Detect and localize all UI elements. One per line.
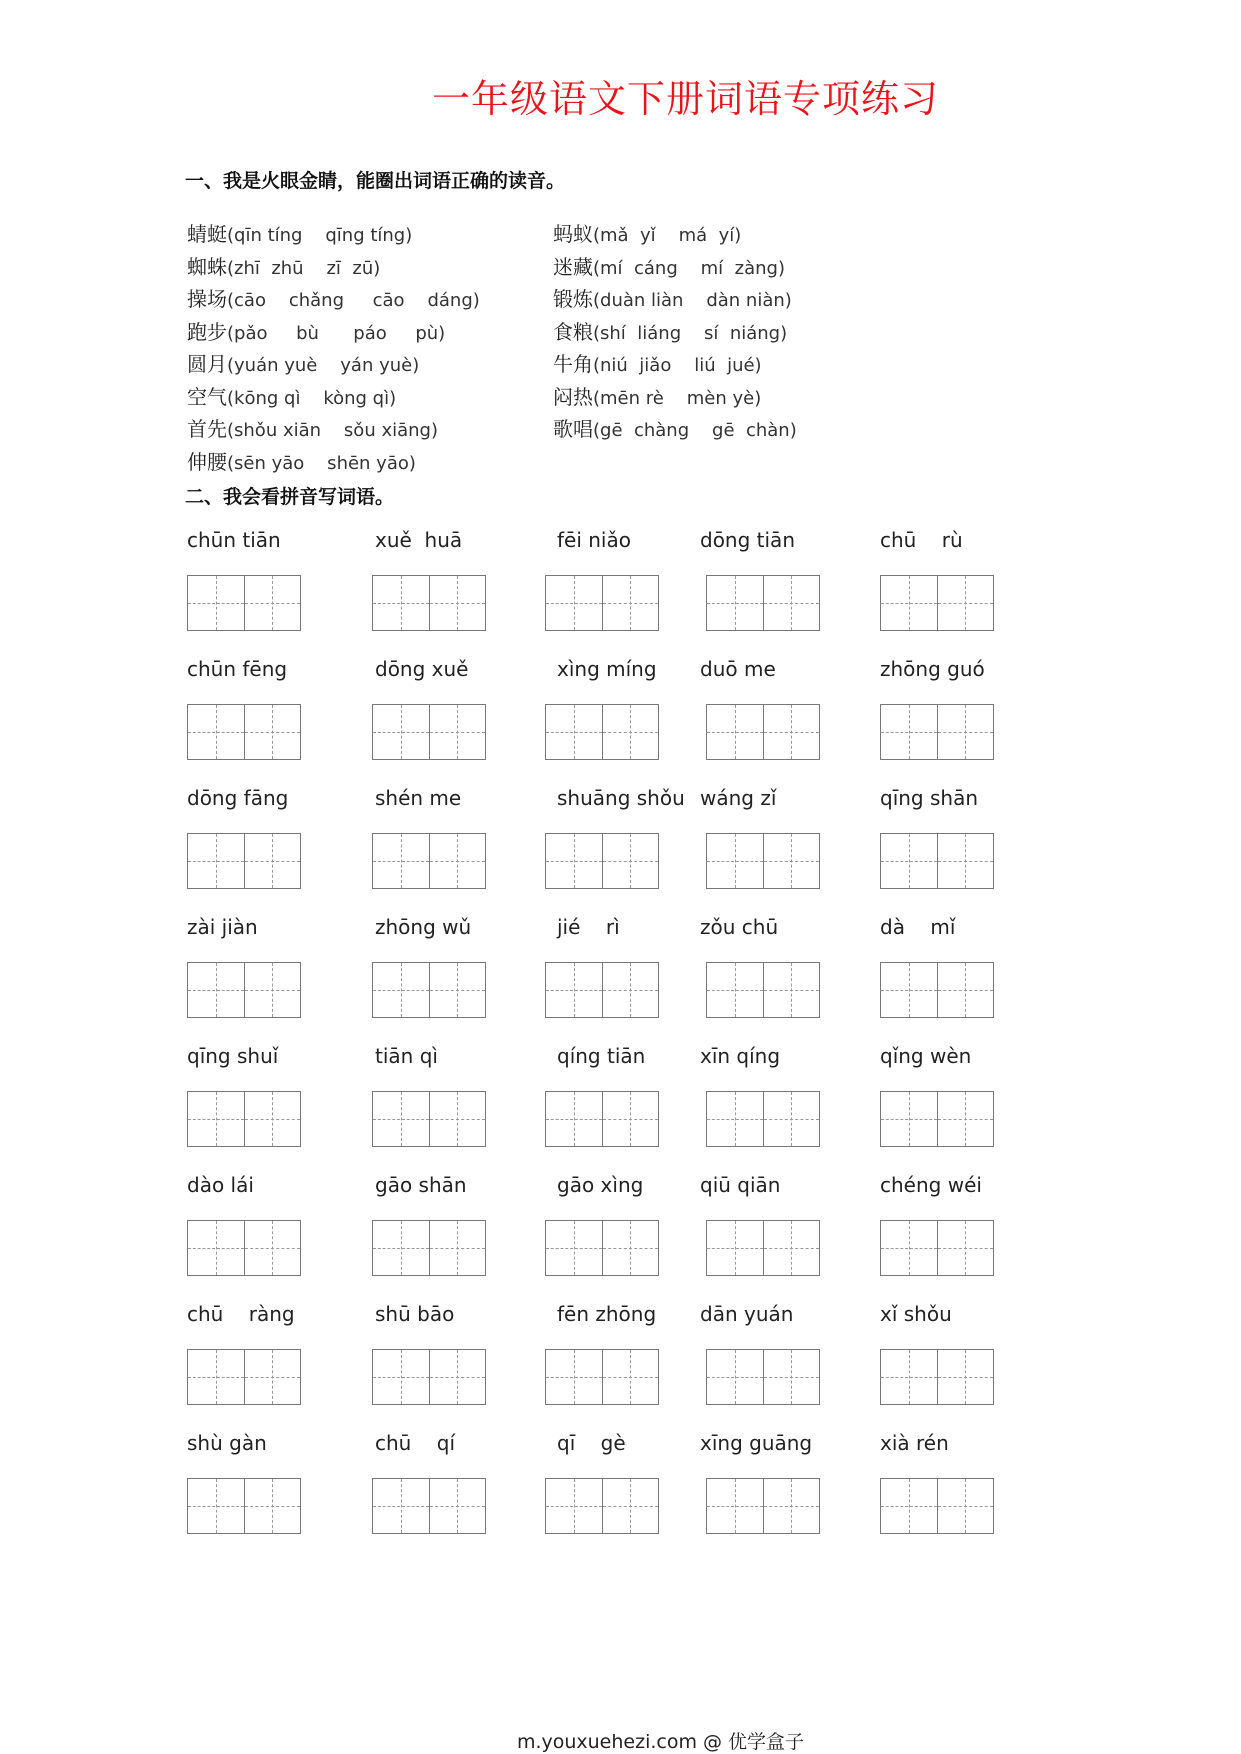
pinyin-prompt: chū ràng	[187, 1302, 295, 1326]
tian-zi-cell[interactable]	[881, 963, 937, 1017]
section-1-heading: 一、我是火眼金睛，能圈出词语正确的读音。	[185, 170, 566, 192]
section-2-heading: 二、我会看拼音写词语。	[185, 486, 395, 508]
tian-zi-cell[interactable]	[373, 834, 429, 888]
tian-zi-cell[interactable]	[881, 576, 937, 630]
tian-zi-cell[interactable]	[881, 1479, 937, 1533]
writing-grid[interactable]	[372, 833, 486, 889]
writing-grid[interactable]	[880, 962, 994, 1018]
tian-zi-cell[interactable]	[244, 963, 301, 1017]
writing-grid[interactable]	[706, 833, 820, 889]
writing-grid[interactable]	[187, 962, 301, 1018]
pinyin-prompt: dōng tiān	[700, 528, 795, 552]
writing-grid[interactable]	[880, 704, 994, 760]
tian-zi-cell[interactable]	[763, 1479, 820, 1533]
pinyin-prompt: xià rén	[880, 1431, 949, 1455]
pinyin-options[interactable]: (yuán yuè yán yuè)	[227, 355, 420, 376]
pinyin-prompt: dà mǐ	[880, 915, 956, 939]
tian-zi-cell[interactable]	[881, 1221, 937, 1275]
writing-grid[interactable]	[187, 704, 301, 760]
tian-zi-cell[interactable]	[188, 1092, 244, 1146]
tian-zi-cell[interactable]	[937, 576, 994, 630]
writing-grid[interactable]	[706, 1091, 820, 1147]
word-choice-item	[187, 446, 416, 475]
tian-zi-cell[interactable]	[188, 1479, 244, 1533]
tian-zi-cell[interactable]	[373, 1350, 429, 1404]
writing-grid[interactable]	[372, 1478, 486, 1534]
word-characters: 蚂蚁	[553, 222, 593, 246]
tian-zi-cell[interactable]	[763, 963, 820, 1017]
pinyin-prompt: fēn zhōng	[557, 1302, 657, 1326]
tian-zi-cell[interactable]	[373, 1221, 429, 1275]
writing-grid[interactable]	[545, 1091, 659, 1147]
word-choice-item	[553, 348, 762, 377]
writing-grid[interactable]	[372, 704, 486, 760]
tian-zi-cell[interactable]	[429, 1221, 486, 1275]
writing-grid[interactable]	[372, 1220, 486, 1276]
pinyin-prompt: dōng xuě	[375, 657, 469, 681]
writing-grid[interactable]	[545, 1349, 659, 1405]
tian-zi-cell[interactable]	[188, 1350, 244, 1404]
word-characters: 空气	[187, 384, 227, 409]
pinyin-options[interactable]: (mǎ yǐ má yí)	[593, 225, 742, 246]
tian-zi-cell[interactable]	[429, 963, 486, 1017]
word-characters: 歌唱	[553, 417, 593, 441]
pinyin-prompt: shén me	[375, 786, 462, 810]
pinyin-prompt: xǐ shǒu	[880, 1302, 952, 1326]
pinyin-options[interactable]: (sēn yāo shēn yāo)	[227, 452, 416, 474]
word-choice-item	[187, 251, 380, 280]
tian-zi-cell[interactable]	[707, 1221, 763, 1275]
tian-zi-cell[interactable]	[429, 1092, 486, 1146]
tian-zi-cell[interactable]	[707, 705, 763, 759]
word-characters: 闷热	[553, 384, 593, 409]
writing-grid[interactable]	[880, 1349, 994, 1405]
tian-zi-cell[interactable]	[881, 1350, 937, 1404]
pinyin-prompt: tiān qì	[375, 1044, 438, 1068]
tian-zi-cell[interactable]	[429, 705, 486, 759]
pinyin-options[interactable]: (shǒu xiān sǒu xiāng)	[227, 420, 438, 441]
tian-zi-cell[interactable]	[244, 576, 301, 630]
word-choice-item	[187, 348, 419, 377]
word-choice-item	[553, 413, 797, 442]
tian-zi-cell[interactable]	[763, 1092, 820, 1146]
writing-grid[interactable]	[372, 1349, 486, 1405]
pinyin-prompt: dōng fāng	[187, 786, 289, 810]
pinyin-options[interactable]: (mí cáng mí zàng)	[593, 257, 785, 279]
writing-grid[interactable]	[372, 575, 486, 631]
writing-grid[interactable]	[372, 1091, 486, 1147]
word-choice-item	[187, 381, 396, 410]
pinyin-prompt: fēi niǎo	[557, 528, 631, 552]
tian-zi-cell[interactable]	[707, 576, 763, 630]
tian-zi-cell[interactable]	[188, 963, 244, 1017]
tian-zi-cell[interactable]	[763, 834, 820, 888]
tian-zi-cell[interactable]	[429, 576, 486, 630]
writing-grid[interactable]	[187, 575, 301, 631]
footer-watermark: m.youxuehezi.com @ 优学盒子	[516, 1731, 805, 1753]
tian-zi-cell[interactable]	[602, 1479, 659, 1533]
pinyin-prompt: qīng shān	[880, 786, 979, 810]
tian-zi-cell[interactable]	[244, 834, 301, 888]
writing-grid[interactable]	[187, 1349, 301, 1405]
word-characters: 蜘蛛	[187, 254, 227, 279]
word-characters: 牛角	[553, 352, 593, 376]
pinyin-options[interactable]: (kōng qì kòng qì)	[227, 387, 397, 409]
pinyin-options[interactable]: (duàn liàn dàn niàn)	[593, 290, 792, 311]
writing-grid[interactable]	[187, 833, 301, 889]
tian-zi-cell[interactable]	[244, 1479, 301, 1533]
pinyin-prompt: xìng míng	[557, 657, 657, 681]
tian-zi-cell[interactable]	[763, 1350, 820, 1404]
word-characters: 迷藏	[553, 254, 593, 279]
tian-zi-cell[interactable]	[707, 834, 763, 888]
tian-zi-cell[interactable]	[546, 963, 602, 1017]
word-choice-item	[187, 283, 480, 312]
tian-zi-cell[interactable]	[937, 705, 994, 759]
pinyin-prompt: zài jiàn	[187, 915, 258, 939]
tian-zi-cell[interactable]	[429, 1479, 486, 1533]
tian-zi-cell[interactable]	[373, 963, 429, 1017]
tian-zi-cell[interactable]	[546, 1092, 602, 1146]
tian-zi-cell[interactable]	[244, 705, 301, 759]
tian-zi-cell[interactable]	[546, 1479, 602, 1533]
tian-zi-cell[interactable]	[937, 963, 994, 1017]
pinyin-prompt: gāo xìng	[557, 1173, 644, 1197]
tian-zi-cell[interactable]	[188, 1221, 244, 1275]
writing-grid[interactable]	[706, 1220, 820, 1276]
pinyin-prompt: shū bāo	[375, 1302, 455, 1326]
pinyin-prompt: xuě huā	[375, 528, 463, 552]
tian-zi-cell[interactable]	[244, 1350, 301, 1404]
tian-zi-cell[interactable]	[602, 834, 659, 888]
tian-zi-cell[interactable]	[881, 834, 937, 888]
pinyin-prompt: chéng wéi	[880, 1173, 982, 1197]
word-choice-item	[553, 381, 761, 410]
tian-zi-cell[interactable]	[602, 1092, 659, 1146]
pinyin-prompt: shù gàn	[187, 1431, 267, 1455]
word-characters: 蜻蜓	[187, 222, 227, 246]
word-characters: 圆月	[187, 352, 227, 376]
tian-zi-cell[interactable]	[429, 1350, 486, 1404]
pinyin-prompt: qíng tiān	[557, 1044, 646, 1068]
writing-grid[interactable]	[706, 1478, 820, 1534]
tian-zi-cell[interactable]	[602, 705, 659, 759]
tian-zi-cell[interactable]	[763, 576, 820, 630]
pinyin-prompt: chū rù	[880, 528, 963, 552]
tian-zi-cell[interactable]	[373, 1092, 429, 1146]
tian-zi-cell[interactable]	[546, 834, 602, 888]
tian-zi-cell[interactable]	[707, 1092, 763, 1146]
tian-zi-cell[interactable]	[602, 1350, 659, 1404]
pinyin-prompt: chū qí	[375, 1431, 456, 1455]
pinyin-options[interactable]: (pǎo bù páo pù)	[227, 322, 446, 344]
pinyin-options[interactable]: (niú jiǎo liú jué)	[593, 355, 762, 376]
word-choice-item	[187, 218, 412, 247]
tian-zi-cell[interactable]	[707, 1479, 763, 1533]
tian-zi-cell[interactable]	[602, 576, 659, 630]
tian-zi-cell[interactable]	[602, 1221, 659, 1275]
word-characters: 伸腰	[187, 449, 227, 474]
pinyin-options[interactable]: (shí liáng sí niáng)	[593, 322, 788, 344]
tian-zi-cell[interactable]	[937, 1092, 994, 1146]
word-characters: 食粮	[553, 319, 593, 344]
writing-grid[interactable]	[545, 704, 659, 760]
writing-grid[interactable]	[545, 1220, 659, 1276]
tian-zi-cell[interactable]	[707, 963, 763, 1017]
writing-grid[interactable]	[187, 1478, 301, 1534]
tian-zi-cell[interactable]	[881, 705, 937, 759]
tian-zi-cell[interactable]	[937, 1479, 994, 1533]
word-choice-item	[553, 283, 792, 312]
pinyin-options[interactable]: (zhī zhū zī zū)	[227, 257, 381, 279]
tian-zi-cell[interactable]	[881, 1092, 937, 1146]
tian-zi-cell[interactable]	[244, 1092, 301, 1146]
page-title: 一年级语文下册词语专项练习	[431, 77, 939, 121]
tian-zi-cell[interactable]	[188, 576, 244, 630]
tian-zi-cell[interactable]	[244, 1221, 301, 1275]
writing-grid[interactable]	[545, 575, 659, 631]
writing-grid[interactable]	[545, 962, 659, 1018]
pinyin-prompt: zhōng wǔ	[375, 915, 472, 939]
word-choice-item	[553, 316, 787, 345]
pinyin-prompt: xīn qíng	[700, 1044, 781, 1068]
tian-zi-cell[interactable]	[373, 1479, 429, 1533]
tian-zi-cell[interactable]	[707, 1350, 763, 1404]
writing-grid[interactable]	[187, 1091, 301, 1147]
word-choice-item	[553, 218, 741, 247]
writing-grid[interactable]	[880, 575, 994, 631]
pinyin-prompt: wáng zǐ	[700, 786, 777, 810]
word-characters: 操场	[187, 287, 227, 311]
word-characters: 锻炼	[553, 287, 593, 311]
tian-zi-cell[interactable]	[602, 963, 659, 1017]
pinyin-options[interactable]: (cāo chǎng cāo dáng)	[227, 290, 480, 311]
tian-zi-cell[interactable]	[763, 1221, 820, 1275]
writing-grid[interactable]	[706, 1349, 820, 1405]
pinyin-prompt: jié rì	[557, 915, 620, 939]
word-characters: 首先	[187, 417, 227, 441]
pinyin-prompt: qī gè	[557, 1431, 626, 1455]
word-characters: 跑步	[187, 319, 227, 344]
tian-zi-cell[interactable]	[937, 834, 994, 888]
tian-zi-cell[interactable]	[373, 576, 429, 630]
pinyin-options[interactable]: (mēn rè mèn yè)	[593, 387, 762, 409]
pinyin-prompt: shuāng shǒu	[557, 786, 685, 810]
writing-grid[interactable]	[880, 1220, 994, 1276]
pinyin-prompt: chūn fēng	[187, 657, 288, 681]
writing-grid[interactable]	[706, 575, 820, 631]
word-choice-item	[553, 251, 785, 280]
pinyin-prompt: xīng guāng	[700, 1431, 813, 1455]
writing-grid[interactable]	[187, 1220, 301, 1276]
tian-zi-cell[interactable]	[429, 834, 486, 888]
pinyin-prompt: qǐng wèn	[880, 1044, 972, 1068]
tian-zi-cell[interactable]	[937, 1350, 994, 1404]
tian-zi-cell[interactable]	[188, 834, 244, 888]
tian-zi-cell[interactable]	[373, 705, 429, 759]
tian-zi-cell[interactable]	[937, 1221, 994, 1275]
pinyin-prompt: dào lái	[187, 1173, 254, 1197]
word-choice-item	[187, 316, 445, 345]
pinyin-prompt: qīng shuǐ	[187, 1044, 279, 1068]
writing-grid[interactable]	[880, 1091, 994, 1147]
writing-grid[interactable]	[880, 833, 994, 889]
pinyin-prompt: dān yuán	[700, 1302, 794, 1326]
writing-grid[interactable]	[706, 704, 820, 760]
pinyin-prompt: chūn tiān	[187, 528, 281, 552]
tian-zi-cell[interactable]	[188, 705, 244, 759]
word-choice-item	[187, 413, 438, 442]
writing-grid[interactable]	[372, 962, 486, 1018]
pinyin-prompt: gāo shān	[375, 1173, 467, 1197]
pinyin-options[interactable]: (gē chàng gē chàn)	[593, 420, 797, 441]
tian-zi-cell[interactable]	[546, 576, 602, 630]
pinyin-prompt: zhōng guó	[880, 657, 985, 681]
pinyin-prompt: zǒu chū	[700, 915, 779, 939]
pinyin-prompt: duō me	[700, 657, 776, 681]
tian-zi-cell[interactable]	[546, 705, 602, 759]
tian-zi-cell[interactable]	[763, 705, 820, 759]
pinyin-options[interactable]: (qīn tíng qīng tíng)	[227, 225, 413, 246]
tian-zi-cell[interactable]	[546, 1350, 602, 1404]
writing-grid[interactable]	[706, 962, 820, 1018]
pinyin-prompt: qiū qiān	[700, 1173, 781, 1197]
writing-grid[interactable]	[545, 1478, 659, 1534]
tian-zi-cell[interactable]	[546, 1221, 602, 1275]
writing-grid[interactable]	[545, 833, 659, 889]
writing-grid[interactable]	[880, 1478, 994, 1534]
